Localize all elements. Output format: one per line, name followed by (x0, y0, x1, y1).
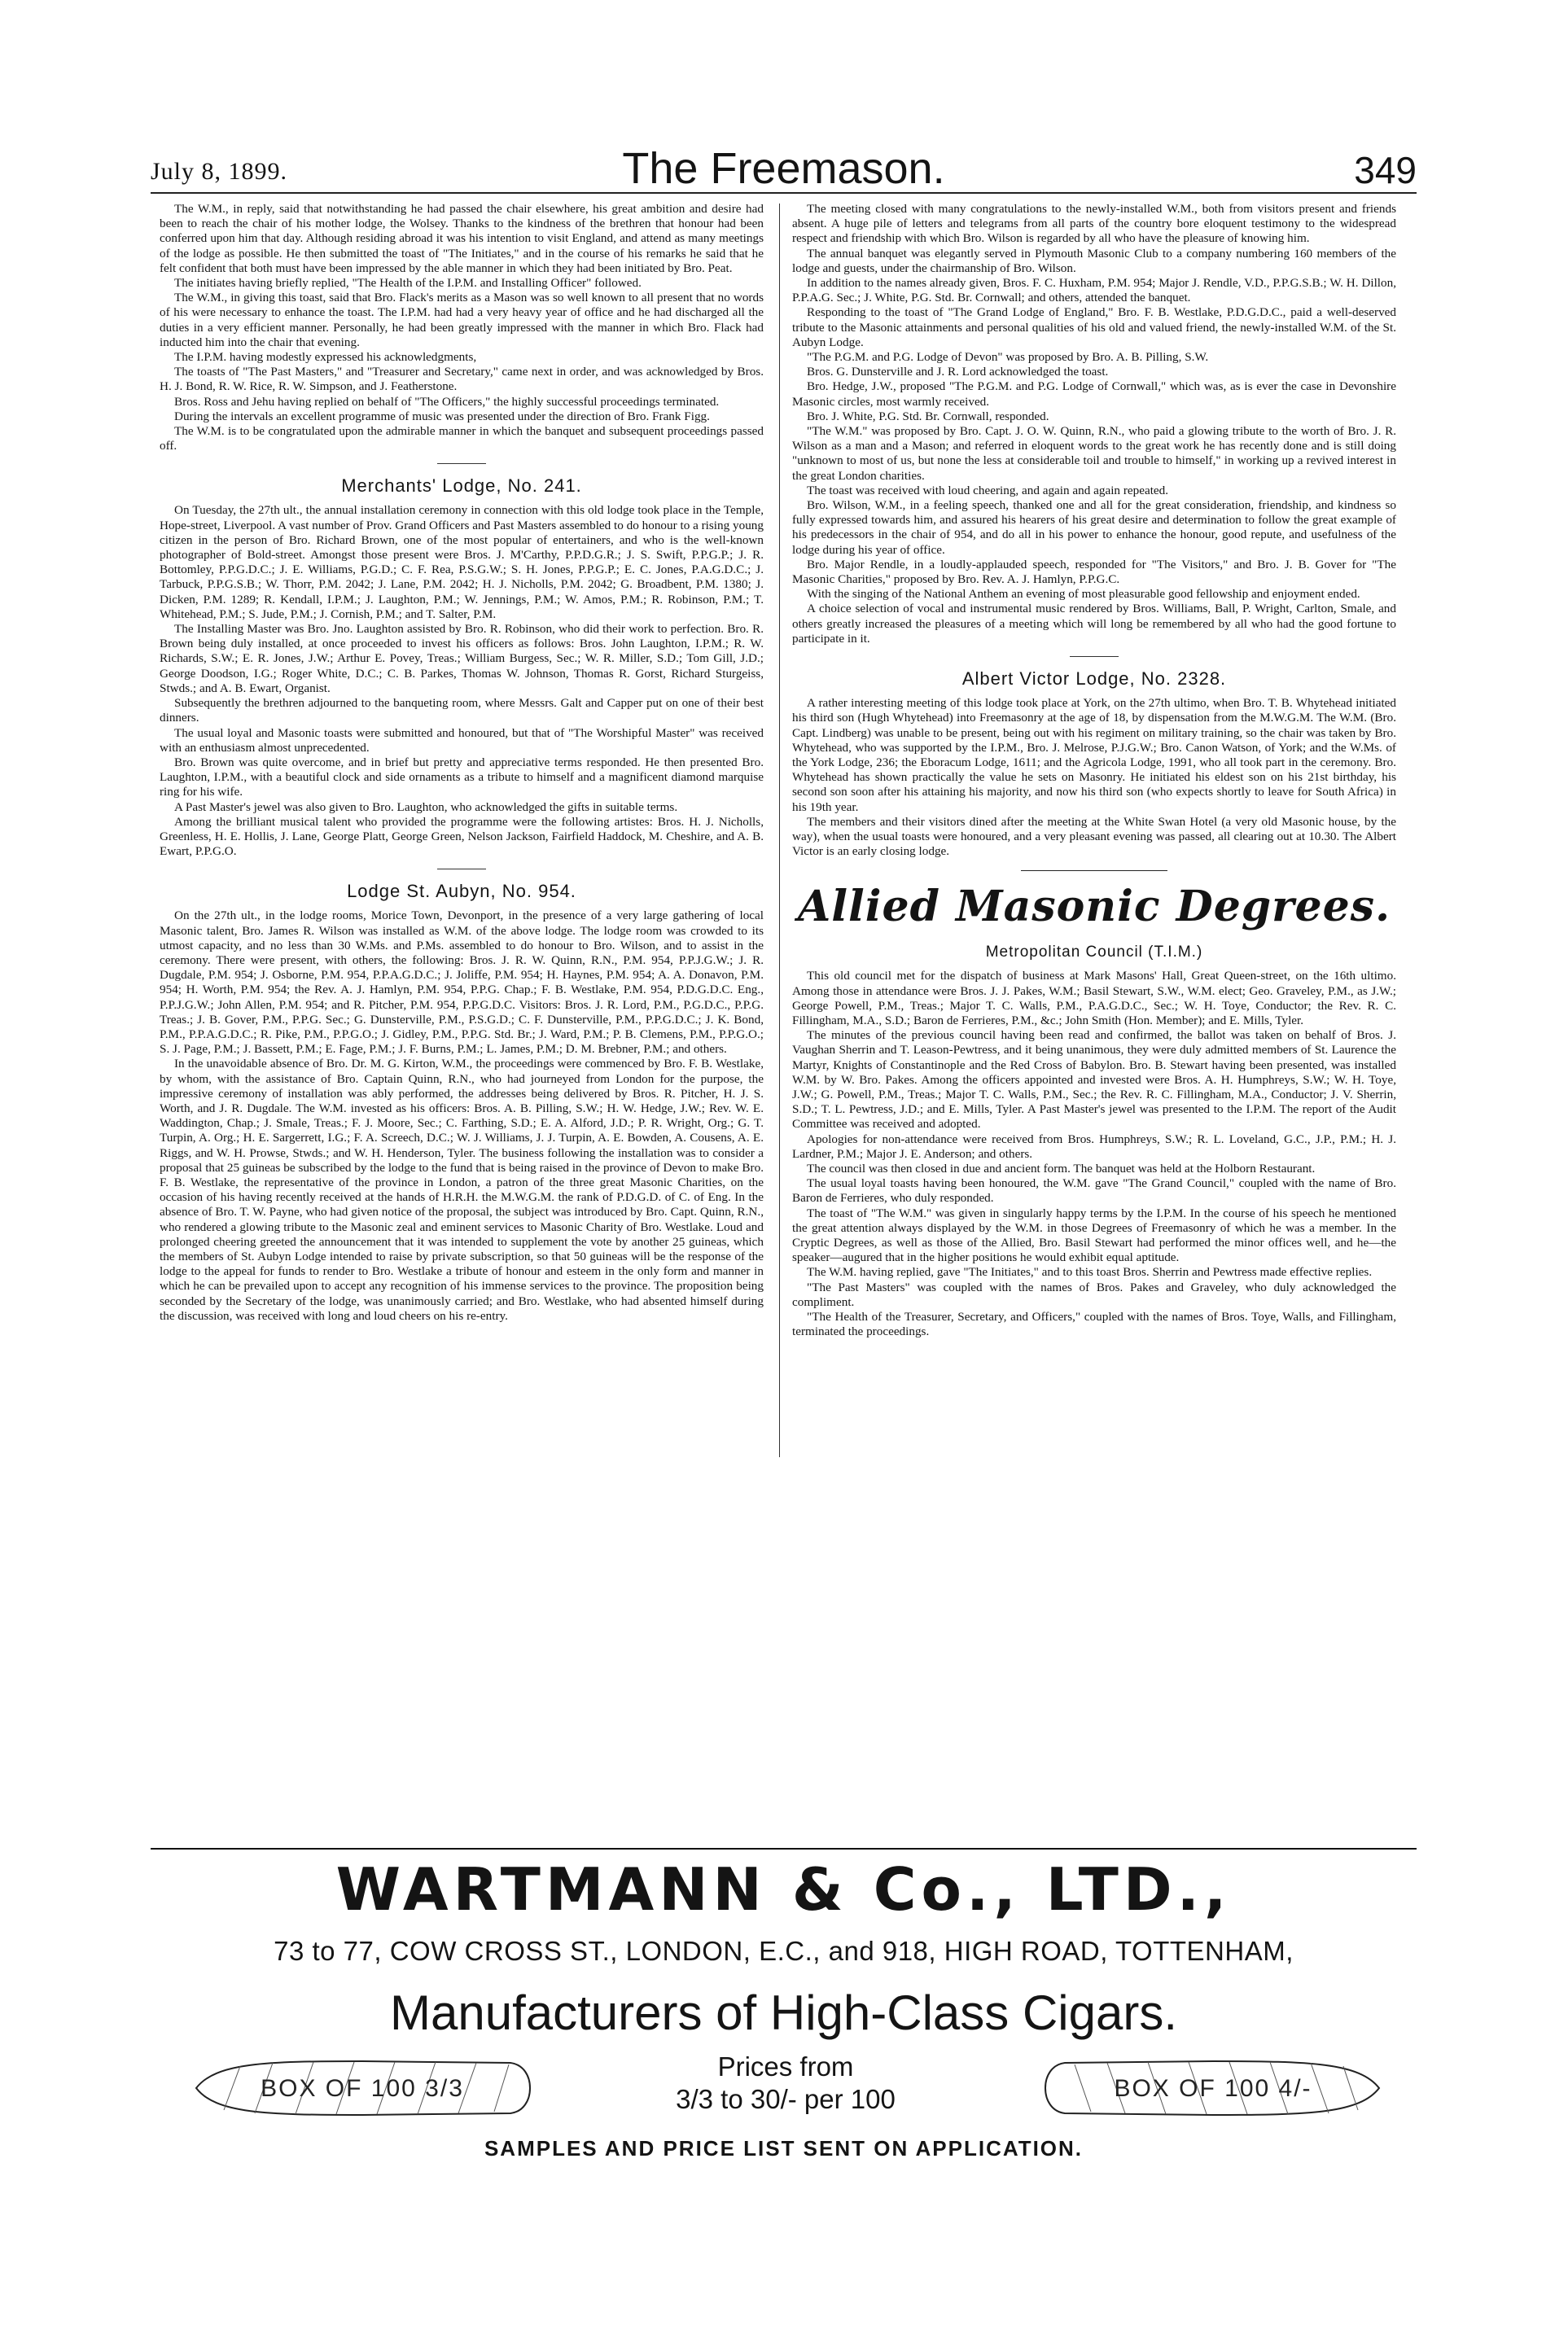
paragraph: During the intervals an excellent programme of music was presented under the direction of Bro. Frank Figg. (174, 409, 710, 423)
paragraph: The usual loyal toasts having been honoured, the W.M. gave "The Grand Council," coupled with the name of Bro. Baron de Ferrieres, who duly responded. (792, 1176, 1396, 1206)
albert-victor-lodge-article (792, 696, 1396, 859)
paragraph: The members and their visitors dined after the meeting at the White Swan Hotel (a very old Masonic house, by the way), when the usual toasts were honoured, and a very pleasant evening was passed, all clearing out at 10.30. The Albert Victor is an early closing lodge. (792, 814, 1396, 859)
paragraph: The toasts of "The Past Masters," and "Treasurer and Secretary," came next in order, and was acknowledged by Bros. H. J. Bond, R. W. Rice, R. W. Simpson, and J. Featherstone. (160, 365, 764, 394)
albert-victor-lodge-heading: Albert Victor Lodge, No. 2328. (961, 668, 1227, 690)
paragraph: "The W.M." was proposed by Bro. Capt. J. O. W. Quinn, R.N., who paid a glowing tribute to the worth of Bro. J. R. Wilson as a man and a Mason; and referred in eloquent words to the great work he has recently done and is still doing "unknown to most of us, but none the less at considerable toil and trouble to himself," in working up a revived interest in the great London charities. (792, 424, 1396, 483)
paragraph: "The Past Masters" was coupled with the names of Bros. Pakes and Graveley, who duly acknowledged the compliment. (792, 1280, 1396, 1309)
cigar-box-label: BOX OF 100 4/- (1114, 2075, 1312, 2102)
page-header (151, 137, 1417, 194)
paragraph: With the singing of the National Anthem an evening of most pleasurable good fellowship and enjoyment ended. (807, 587, 1360, 602)
paragraph: The W.M., in reply, said that notwithstanding he had passed the chair elsewhere, his great ambition and desire had been to reach the chair of his mother lodge, the Wolsey. Thanks to the kindness of the brethren that honour had been conferred upon him that day. Although residing abroad it was his intention to visit England, and attend as many meetings of the lodge as possible. He then submitted the toast of "The Initiates," and in the course of his remarks he said that he felt confident that both must have been impressed by the able manner in which they had been initiated by Bro. Peat. (160, 202, 764, 275)
cigar-icon (1042, 2058, 1384, 2118)
header-rule (151, 192, 1417, 194)
right-column (792, 202, 1396, 1339)
paragraph: Responding to the toast of "The Grand Lodge of England," Bro. F. B. Westlake, P.D.G.D.C., paid a well-deserved tribute to the Masonic attainments and personal qualities of his old and valued friend, the newly-installed W.M. of the St. Aubyn Lodge. (792, 305, 1396, 349)
paragraph: "The Health of the Treasurer, Secretary, and Officers," coupled with the names of Bros. Toye, Walls, and Fillingham, terminated the proceedings. (792, 1310, 1396, 1339)
paragraph: Among the brilliant musical talent who provided the programme were the following artistes: Bros. H. J. Nicholls, Greenless, H. E. Hollis, J. Lane, George Platt, George Green, Nelson Jackson, Fairfield Haddock, M. Cheshire, and A. B. Ewart, P.P.G.O. (160, 814, 764, 859)
paragraph: This old council met for the dispatch of business at Mark Masons' Hall, Great Queen-street, on the 16th ultimo. Among those in attendance were Bros. J. J. Pakes, W.M.; Basil Stewart, S.W., W.M. elect; Geo. Graveley, P.M., as J.W.; George Powell, P.M., Treas.; Major T. C. Walls, P.M., P.A.G.D.C., Sec.; W. H. Toye, Conductor; the Rev. R. C. Fillingham, M.A., S.D.; Baron de Ferrieres, P.M., &c.; John Smith (Hon. Member); and E. Mills, Tyler. (792, 969, 1396, 1027)
page-number: 349 (1354, 149, 1417, 191)
st-aubyn-lodge-heading: Lodge St. Aubyn, No. 954. (347, 881, 576, 902)
paragraph: The W.M. is to be congratulated upon the admirable manner in which the banquet and subsequent proceedings passed off. (160, 424, 764, 453)
paragraph: Bros. Ross and Jehu having replied on behalf of "The Officers," the highly successful proceedings terminated. (174, 394, 720, 409)
wartmann-advertisement (151, 1848, 1417, 2214)
metropolitan-council-article (792, 969, 1396, 1339)
paragraph: Bro. Hedge, J.W., proposed "The P.G.M. and P.G. Lodge of Cornwall," which was, as is ever the case in Devonshire Masonic circles, most warmly received. (792, 379, 1396, 409)
paragraph: The meeting closed with many congratulations to the newly-installed W.M., both from visitors present and friends absent. A huge pile of letters and telegrams from all parts of the country bore eloquent testimony to the widespread respect and friendship with which Bro. Wilson is regarded by all who have the pleasure of knowing him. (792, 202, 1396, 246)
paragraph: In addition to the names already given, Bros. F. C. Huxham, P.M. 954; Major J. Rendle, V.D., P.P.G.S.B.; W. H. Dillon, P.P.A.G. Sec.; J. White, P.G. Std. Br. Cornwall; and others, attended the banquet. (792, 276, 1396, 305)
paragraph: Bro. J. White, P.G. Std. Br. Cornwall, responded. (807, 409, 1049, 423)
samples-notice: SAMPLES AND PRICE LIST SENT ON APPLICATION. (484, 2136, 1084, 2161)
metropolitan-council-heading: Metropolitan Council (T.I.M.) (985, 944, 1203, 961)
paragraph: A choice selection of vocal and instrumental music rendered by Bros. Williams, Ball, P. Wright, Carlton, Smale, and others greatly increased the pleasures of a meeting which will long be remembered by all who had the good fortune to participate in it. (792, 602, 1396, 646)
cigar-box-label: BOX OF 100 3/3 (261, 2075, 464, 2102)
column-divider (779, 204, 780, 1457)
paragraph: The I.P.M. having modestly expressed his acknowledgments, (174, 350, 477, 365)
paragraph: The toast was received with loud cheering, and again and again repeated. (807, 483, 1169, 497)
paragraph: The W.M., in giving this toast, said that Bro. Flack's merits as a Mason was so well known to all present that no words of his were necessary to enhance the toast. The I.P.M. had had a very heavy year of office and he had discharged all the duties in a very efficient manner. Personally, he had been greatly impressed with the manner in which Bro. Flack had inducted him into the chair that evening. (160, 291, 764, 349)
cigar-icon (191, 2058, 533, 2118)
paragraph: The usual loyal and Masonic toasts were submitted and honoured, but that of "The Worshipful Master" was received with an enthusiasm almost unprecedented. (160, 725, 764, 755)
paragraph: The Installing Master was Bro. Jno. Laughton assisted by Bro. R. Robinson, who did their work to perfection. Bro. R. Brown being duly installed, at once proceeded to invest his officers as follows: Bros. John Laughton, I.P.M.; R. W. Richards, S.W.; E. R. Jones, J.W.; Arthur E. Povey, Treas.; William Burgess, Sec.; W. R. Miller, S.D.; Tom Gill, J.D.; George Doodson, I.G.; Roger White, D.C.; C. B. Parkes, Thomas W. Johnson, Thomas R. Gorst, Richard Sturgeiss, Stwds.; and A. B. Ewart, Organist. (160, 622, 764, 695)
paragraph: Subsequently the brethren adjourned to the banqueting room, where Messrs. Galt and Capper put on one of their best dinners. (160, 696, 764, 725)
merchants-lodge-heading: Merchants' Lodge, No. 241. (341, 475, 582, 497)
prices-from-label: Prices from (717, 2051, 854, 2082)
publication-title: The Freemason. (622, 144, 945, 193)
paragraph: Bros. G. Dunsterville and J. R. Lord acknowledged the toast. (807, 365, 1109, 379)
paragraph: The initiates having briefly replied, "The Health of the I.P.M. and Installing Officer" followed. (174, 276, 642, 291)
paragraph: A Past Master's jewel was also given to Bro. Laughton, who acknowledged the gifts in suitable terms. (174, 799, 678, 814)
allied-masonic-degrees-heading: Allied Masonic Degrees. (797, 882, 1391, 932)
st-aubyn-lodge-article (160, 908, 764, 1324)
paragraph: Apologies for non-attendance were received from Bros. Humphreys, S.W.; R. L. Loveland, G.C., J.P., P.M.; H. J. Lardner, P.M.; Major J. E. Anderson; and others. (792, 1132, 1396, 1161)
paragraph: In the unavoidable absence of Bro. Dr. M. G. Kirton, W.M., the proceedings were commenced by Bro. F. B. Westlake, by whom, with the assistance of Bro. Captain Quinn, R.N., who had journeyed from London for the purpose, the impressive ceremony of installation was ably performed, the addresses being delivered by Bros. R. Pitcher, H. J. S. Worth, and J. R. Dugdale. The W.M. invested as his officers: Bros. A. B. Pilling, S.W.; H. W. Hedge, J.W.; Rev. W. E. Waddington, Chap.; J. Smale, Treas.; F. J. Moore, Sec.; C. Farthing, S.D.; E. A. Alford, J.D.; P. R. Wright, Org.; G. T. Turpin, A. Org.; H. E. Sargerrett, I.G.; F. A. Screech, D.C.; W. J. Williams, J. J. Turpin, A. E. Bowden, A. Cousens, A. E. Riggs, and W. H. Prowse, Stwds.; and W. H. Henderson, Tyler. The business following the installation was to consider a proposal that 25 guineas be subscribed by the lodge to the fund that is being raised in the province of Devon to make Bro. F. B. Westlake, the representative of the province in London, a patron of the three great Masonic Charities, on the occasion of his having recently received at the hands of H.R.H. the M.W.G.M. the rank of P.D.G.D. of C. of Eng. In the absence of Bro. T. W. Payne, who had given notice of the proposal, the subject was introduced by Bro. Capt. Quinn, R.N., who rendered a glowing tribute to the Masonic zeal and eminent services to Masonic Charity of Bro. Westlake. Loud and prolonged cheering greeted the announcement that it was intended to supplement the vote by another 25 guineas, which the members of St. Aubyn Lodge intended to raise by private subscription, so that 50 guineas will be the response of the lodge to the appeal for funds to render to Bro. Westlake a tribute of honour and esteem in the only form and manner in which he can be prevailed upon to accept any recognition of his immense services to the province. The proposition being seconded by the Secretary of the lodge, was unanimously carried; and Bro. Westlake, who had absented himself during the discussion, was received with long and loud cheers on his re-entry. (160, 1057, 764, 1323)
price-range: 3/3 to 30/- per 100 (676, 2084, 896, 2114)
advertiser-address: 73 to 77, COW CROSS ST., LONDON, E.C., and 918, HIGH ROAD, TOTTENHAM, (274, 1936, 1294, 1966)
advertiser-tagline: Manufacturers of High-Class Cigars. (389, 1986, 1177, 2040)
wolsey-lodge-continuation (160, 202, 764, 453)
issue-date: July 8, 1899. (151, 158, 288, 185)
paragraph: On Tuesday, the 27th ult., the annual installation ceremony in connection with this old lodge took place in the Temple, Hope-street, Liverpool. A vast number of Prov. Grand Officers and Past Masters assembled to do honour to a rising young citizen in the person of Bro. Richard Brown, one of the most popular of entertainers, and who is the well-known photographer of Bold-street. Amongst those present were Bros. J. M'Carthy, P.P.D.G.R.; J. S. Swift, P.P.G.P.; J. R. Bottomley, P.P.G.D.C.; J. E. Williams, P.G.D.; C. F. Rea, P.S.G.W.; S. H. Jones, P.P.G.P.; E. C. Jones, P.A.G.D.C.; J. Tarbuck, P.P.G.S.B.; W. Thorr, P.M. 2042; J. Lane, P.M. 2042; H. J. Nicholls, P.M. 2042; G. Broadbent, P.M. 1380; J. Dicken, P.M. 1289; R. Kendall, I.P.M.; J. Laughton, P.M.; W. Jennings, P.M.; W. Amos, P.M.; R. Robinson, P.M.; T. Whitehead, P.M.; S. Jude, P.M.; J. Cornish, P.M.; and T. Salter, P.M. (160, 503, 764, 621)
merchants-lodge-article (160, 503, 764, 859)
section-rule (437, 463, 486, 464)
paragraph: Bro. Wilson, W.M., in a feeling speech, thanked one and all for the great consideration, friendship, and kindness so fully expressed towards him, and assured his hearers of his great desire and determination to follow the great example of his predecessors in the chair of 954, and do all in his power to enhance the honour, good repute, and usefulness of the lodge during his year of office. (792, 498, 1396, 557)
paragraph: A rather interesting meeting of this lodge took place at York, on the 27th ultimo, when Bro. T. B. Whytehead initiated his third son (Hugh Whytehead) into Freemasonry at the age of 18, by dispensation from the M.W.G.M. The W.M. (Bro. Capt. Lindberg) was unable to be present, being out with his regiment on military training, so the chair was taken by Bro. Whytehead, who was supported by the I.P.M., Bro. J. Melrose, P.J.G.W.; Bro. Canon Watson, of York; and the W.Ms. of the York Lodge, 236; the Eboracum Lodge, 1611; and the Agricola Lodge, 1991, who all took part in the ceremony. Bro. Whytehead has shown practically the value he sets on Masonry. He initiated his eldest son on his 21st birthday, his second son soon after his attaining his majority, and now his third son (who expects shortly to leave for South Africa) in his 19th year. (792, 696, 1396, 814)
section-rule (1021, 870, 1167, 871)
advertisement-rule (151, 1848, 1417, 1850)
left-column (160, 202, 764, 1342)
advertiser-name: WARTMANN & Co., LTD., (335, 1855, 1232, 1924)
section-rule (1070, 656, 1119, 657)
paragraph: On the 27th ult., in the lodge rooms, Morice Town, Devonport, in the presence of a very large gathering of local Masonic talent, Bro. James R. Wilson was installed as W.M. of the above lodge. The lodge room was crowded to its utmost capacity, and no less than 30 W.Ms. and P.Ms. assembled to do honour to Bro. Wilson, and to assist in the ceremony. There were present, with others, the following: Bros. J. R. W. Quinn, R.N., P.M. 954, P.P.J.G.W.; J. R. Dugdale, P.M. 954; J. Osborne, P.M. 954, P.P.A.G.D.C.; J. Joliffe, P.M. 954; H. Haynes, P.M. 954; A. A. Donavon, P.M. 954; H. Worth, P.M. 954; the Rev. A. J. Hamlyn, P.M. 954, P.P.G. Chap.; F. B. Westlake, P.M. 954, P.D.G.D.C. Eng., P.P.J.G.W.; John Allen, P.M. 954; and R. Pitcher, P.M. 954, P.P.G.D.C. Visitors: Bros. J. R. Lord, P.M., P.G.D.C., P.P.G. Treas.; J. B. Gover, P.M., P.P.G. Sec.; G. Dunsterville, P.M., P.S.G.D.; C. F. Dunsterville, P.M., P.P.G.D.C.; J. K. Bond, P.M., P.P.A.G.D.C.; R. Pike, P.M., P.P.G.O.; J. Gidley, P.M., P.P.G. Std. Br.; J. Ward, P.M.; P. B. Clemens, P.M., P.P.G.O.; S. J. Page, P.M.; J. Bassett, P.M.; E. Fage, P.M.; J. F. Burns, P.M.; L. James, P.M.; D. M. Brebner, P.M.; and others. (160, 908, 764, 1057)
paragraph: The annual banquet was elegantly served in Plymouth Masonic Club to a company numbering 160 members of the lodge and guests, under the chairmanship of Bro. Wilson. (792, 246, 1396, 275)
paragraph: Bro. Brown was quite overcome, and in brief but pretty and appreciative terms responded. He then presented Bro. Laughton, I.P.M., with a beautiful clock and side ornaments as a tribute to himself and a magnificent diamond marquise ring for his wife. (160, 755, 764, 799)
paragraph: Bro. Major Rendle, in a loudly-applauded speech, responded for "The Visitors," and Bro. J. B. Gover for "The Masonic Charities," proposed by Bro. Rev. A. J. Hamlyn, P.P.G.C. (792, 557, 1396, 587)
paragraph: "The P.G.M. and P.G. Lodge of Devon" was proposed by Bro. A. B. Pilling, S.W. (807, 350, 1209, 365)
st-aubyn-lodge-continuation (792, 202, 1396, 646)
paragraph: The toast of "The W.M." was given in singularly happy terms by the I.P.M. In the course of his speech he mentioned the great attention always displayed by the W.M. in those Degrees of Freemasonry of which he was a member. In the Cryptic Degrees, as well as those of the Allied, Bro. Basil Stewart had performed the minor offices well, and he—the speaker—augured that in the higher positions he would exhibit equal aptitude. (792, 1206, 1396, 1265)
paragraph: The council was then closed in due and ancient form. The banquet was held at the Holborn Restaurant. (807, 1161, 1316, 1176)
paragraph: The W.M. having replied, gave "The Initiates," and to this toast Bros. Sherrin and Pewtress made effective replies. (807, 1265, 1373, 1280)
paragraph: The minutes of the previous council having been read and confirmed, the ballot was taken on behalf of Bros. J. Vaughan Sherrin and T. Leason-Pewtress, and it being unanimous, they were duly admitted members of St. Laurence the Martyr, Knights of Constantinople and the Red Cross of Babylon. Bro. B. Stewart having been presented, was installed W.M. by W. Bro. Pakes. Among the officers appointed and invested were Bros. A. H. Humphreys, S.W.; W. H. Toye, J.W.; G. Powell, P.M., Treas.; Major T. C. Walls, P.M., Sec.; the Rev. R. C. Fillingham, M.A., Conductor; J. V. Sherrin, S.D.; T. L. Pewtress, J.D.; and E. Mills, Tyler. A Past Master's jewel was presented to the I.P.M. The report of the Audit Committee was received and adopted. (792, 1028, 1396, 1132)
